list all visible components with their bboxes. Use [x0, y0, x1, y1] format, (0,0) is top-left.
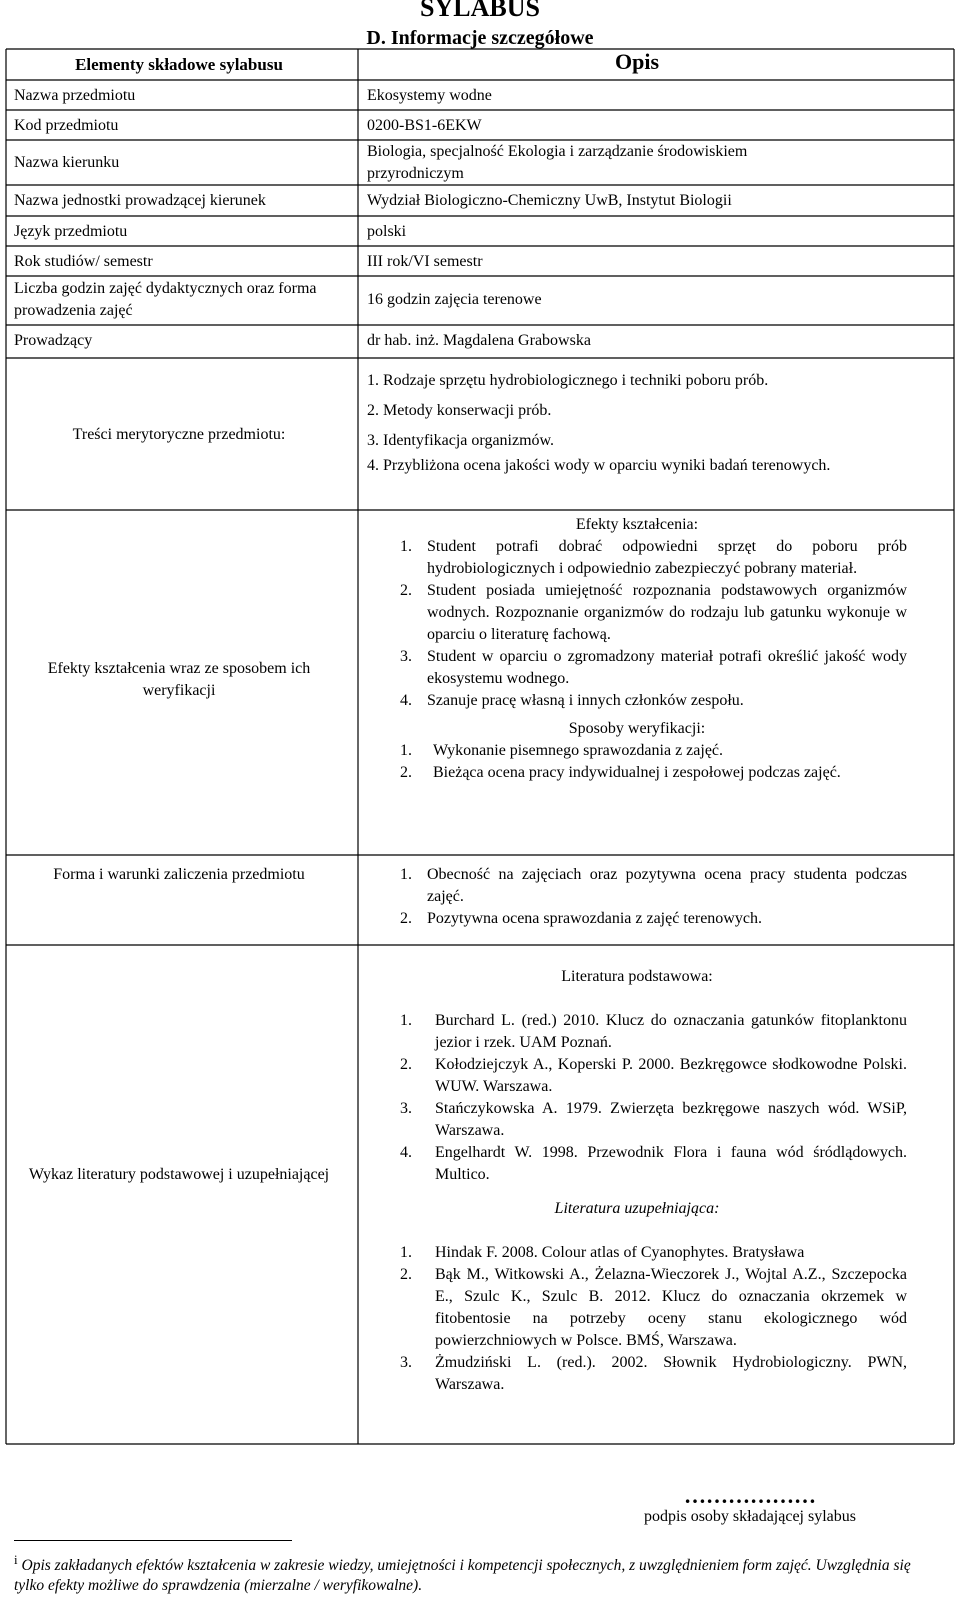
literatura-uzup-list: [367, 1242, 907, 1396]
literatura-item: 1. Hindak F. 2008. Colour atlas of Cyanophytes. Bratysława: [400, 1244, 805, 1261]
efekty-block: [367, 514, 907, 784]
forma-item: 2. Pozytywna ocena sprawozdania z zajęć terenowych.: [400, 910, 762, 927]
value-kod-przedmiotu: 0200-BS1-6EKW: [367, 117, 482, 134]
footnote-marker: i: [14, 1552, 18, 1567]
literatura-podst-heading: Literatura podstawowa:: [561, 968, 713, 985]
page-subtitle: D. Informacje szczegółowe: [366, 27, 594, 49]
efekty-item: 1. Student potrafi dobrać odpowiedni sprzęt do poboru prób hydrobiologicznych i odpowiednio zabezpieczyć pobrany materiał.: [400, 538, 907, 577]
label-kod-przedmiotu: Kod przedmiotu: [14, 117, 119, 134]
label-efekty: Efekty kształcenia wraz ze sposobem ich weryfikacji: [47, 660, 311, 699]
tresci-item: 3. Identyfikacja organizmów.: [367, 432, 555, 449]
label-rok-semestr: Rok studiów/ semestr: [14, 253, 153, 270]
sposoby-item: 2. Bieżąca ocena pracy indywidualnej i zespołowej podczas zajęć.: [400, 764, 841, 781]
tresci-item: 4. Przybliżona ocena jakości wody w oparciu wyniki badań terenowych.: [367, 457, 831, 474]
label-forma: Forma i warunki zaliczenia przedmiotu: [53, 866, 305, 883]
sposoby-list: [367, 740, 907, 784]
forma-list: [367, 864, 907, 930]
label-tresci: Treści merytoryczne przedmiotu:: [72, 426, 286, 443]
label-jezyk: Język przedmiotu: [14, 223, 128, 240]
value-liczba-godzin: 16 godzin zajęcia terenowe: [367, 291, 542, 308]
efekty-list: [367, 536, 907, 712]
literatura-item: 3. Żmudziński L. (red.). 2002. Słownik Hydrobiologiczny. PWN, Warszawa.: [400, 1354, 907, 1393]
forma-block: [367, 864, 907, 930]
literatura-item: 2. Bąk M., Witkowski A., Żelazna-Wieczorek J., Wojtal A.Z., Szczepocka E., Szulc K., Szulc B. 2012. Klucz do oznaczania okrzemek w fitobentosie na potrzeby oceny stanu ekologicznego wód powierzchniowych w Polsce. BMŚ, Warszawa.: [400, 1266, 907, 1349]
label-jednostka: Nazwa jednostki prowadzącej kierunek: [14, 192, 266, 209]
efekty-item: 2. Student posiada umiejętność rozpoznania podstawowych organizmów wodnych. Rozpoznanie organizmów do rodzaju lub gatunku wykonuje w oparciu o literaturę fachową.: [400, 582, 907, 643]
label-nazwa-przedmiotu: Nazwa przedmiotu: [14, 87, 136, 104]
signature-block: [600, 1483, 900, 1526]
literatura-item: 2. Kołodziejczyk A., Koperski P. 2000. Bezkręgowce słodkowodne Polski. WUW. Warszawa.: [400, 1056, 907, 1095]
value-prowadzacy: dr hab. inż. Magdalena Grabowska: [367, 332, 591, 349]
literatura-item: 3. Stańczykowska A. 1979. Zwierzęta bezkręgowe naszych wód. WSiP, Warszawa.: [400, 1100, 907, 1139]
sposoby-heading: Sposoby weryfikacji:: [568, 720, 706, 737]
value-nazwa-przedmiotu: Ekosystemy wodne: [367, 87, 492, 104]
footnote-divider: [14, 1540, 292, 1541]
value-jezyk: polski: [367, 223, 407, 240]
label-liczba-godzin: Liczba godzin zajęć dydaktycznych oraz forma prowadzenia zajęć: [14, 280, 317, 319]
label-prowadzacy: Prowadzący: [14, 332, 93, 349]
signature-dots: ………………: [684, 1483, 816, 1508]
label-literatura: Wykaz literatury podstawowej i uzupełniającej: [28, 1166, 330, 1183]
col-header-opis: Opis: [614, 49, 660, 74]
footnote: [14, 1550, 944, 1596]
tresci-item: 2. Metody konserwacji prób.: [367, 402, 552, 419]
literatura-item: 4. Engelhardt W. 1998. Przewodnik Flora i fauna wód śródlądowych. Multico.: [400, 1144, 907, 1183]
efekty-heading: Efekty kształcenia:: [575, 516, 699, 533]
sposoby-item: 1. Wykonanie pisemnego sprawozdania z zajęć.: [400, 742, 724, 759]
forma-item: 1. Obecność na zajęciach oraz pozytywna ocena pracy studenta podczas zajęć.: [400, 866, 907, 905]
literatura-item: 1. Burchard L. (red.) 2010. Klucz do oznaczania gatunków fitoplanktonu jezior i rzek. UAM Poznań.: [400, 1012, 907, 1051]
value-nazwa-kierunku: Biologia, specjalność Ekologia i zarządzanie środowiskiem przyrodniczym: [367, 143, 748, 182]
value-jednostka: Wydział Biologiczno-Chemiczny UwB, Instytut Biologii: [367, 192, 732, 209]
literatura-uzup-heading: Literatura uzupełniająca:: [554, 1200, 720, 1217]
literatura-block: [367, 966, 907, 1396]
page-title: SYLABUS: [420, 0, 540, 22]
literatura-podst-list: [367, 1010, 907, 1186]
footnote-text: Opis zakładanych efektów kształcenia w zakresie wiedzy, umiejętności i kompetencji społecznych, z uwzględnieniem form zajęć. Uwzględnia się tylko efekty możliwe do sprawdzenia (mierzalne / weryfikowalne).: [14, 1557, 911, 1595]
signature-label: podpis osoby składającej sylabus: [644, 1508, 856, 1525]
tresci-list: [367, 370, 907, 477]
efekty-item: 4. Szanuje pracę własną i innych członków zespołu.: [400, 692, 744, 709]
tresci-item: 1. Rodzaje sprzętu hydrobiologicznego i techniki poboru prób.: [367, 372, 769, 389]
value-rok-semestr: III rok/VI semestr: [367, 253, 483, 270]
label-nazwa-kierunku: Nazwa kierunku: [14, 154, 120, 171]
efekty-item: 3. Student w oparciu o zgromadzony materiał potrafi określić jakość wody ekosystemu wodnego.: [400, 648, 907, 687]
col-header-elements: Elementy składowe sylabusu: [75, 55, 283, 74]
